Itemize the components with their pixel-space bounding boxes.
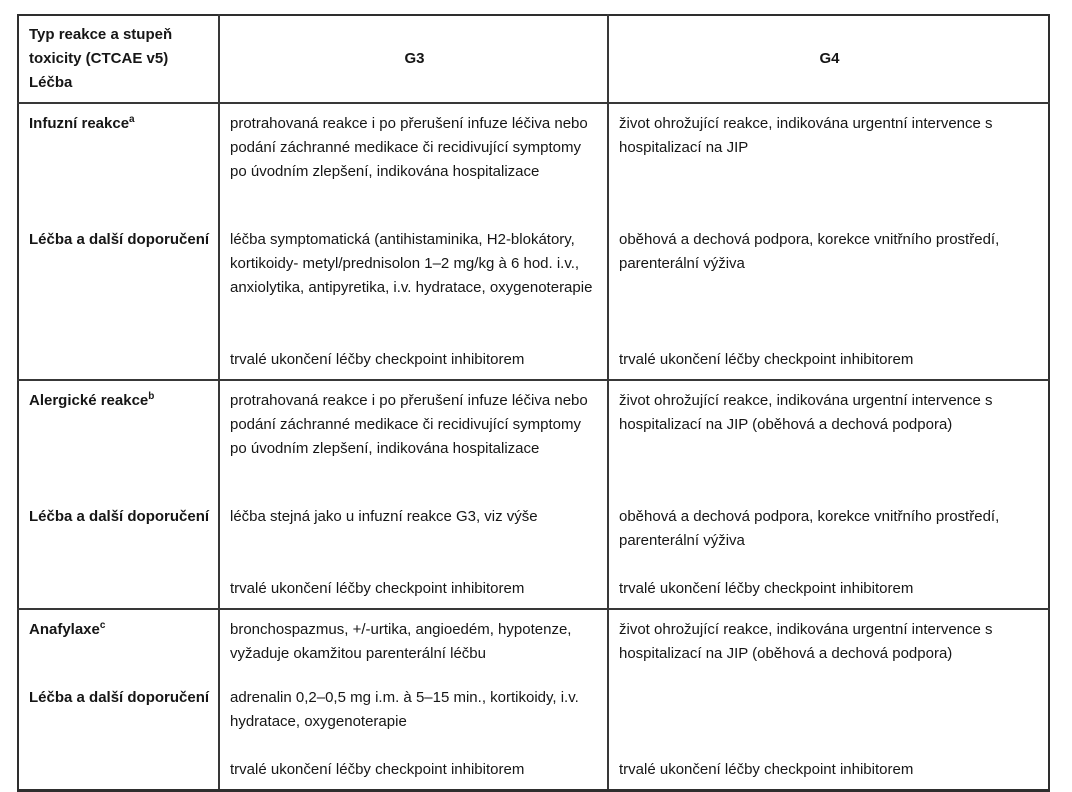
reaction-footnote-sup: a xyxy=(129,114,135,125)
table-header-row xyxy=(18,15,1049,103)
table-row xyxy=(18,565,1049,609)
reaction-footnote-sup: b xyxy=(148,391,155,402)
g4-discontinue-cell xyxy=(608,565,1049,609)
reaction-name xyxy=(29,389,210,413)
g4-discontinue: trvalé ukončení léčby checkpoint inhibitorem xyxy=(619,580,914,597)
treatment-label-cell xyxy=(18,493,219,565)
treatment-label: Léčba a další doporučení xyxy=(29,231,210,248)
g3-description-cell xyxy=(219,103,608,216)
g3-discontinue-cell xyxy=(219,565,608,609)
g4-description: život ohrožující reakce, indikována urgentní intervence s hospitalizací na JIP (oběhová a dechová podpora) xyxy=(619,392,993,433)
reaction-name-text: Anafylaxe xyxy=(29,621,100,638)
g3-discontinue-cell xyxy=(219,746,608,791)
g3-treatment-cell xyxy=(219,216,608,336)
g4-treatment: oběhová a dechová podpora, korekce vnitřního prostředí, parenterální výživa xyxy=(619,508,1000,549)
g3-treatment: léčba stejná jako u infuzní reakce G3, viz výše xyxy=(230,508,538,525)
g3-treatment: adrenalin 0,2–0,5 mg i.m. à 5–15 min., kortikoidy, i.v. hydratace, oxygenoterapie xyxy=(230,689,579,730)
g3-description-cell xyxy=(219,609,608,674)
reaction-footnote-sup: c xyxy=(99,620,106,631)
table-row xyxy=(18,746,1049,791)
g3-discontinue: trvalé ukončení léčby checkpoint inhibitorem xyxy=(230,761,525,778)
reaction-cell xyxy=(18,103,219,216)
g4-discontinue: trvalé ukončení léčby checkpoint inhibitorem xyxy=(619,351,914,368)
g3-description-cell xyxy=(219,380,608,493)
g4-discontinue-cell xyxy=(608,336,1049,380)
treatment-label: Léčba a další doporučení xyxy=(29,689,210,706)
g3-discontinue: trvalé ukončení léčby checkpoint inhibitorem xyxy=(230,580,525,597)
table-row xyxy=(18,380,1049,493)
g4-description: život ohrožující reakce, indikována urgentní intervence s hospitalizací na JIP xyxy=(619,115,993,156)
reaction-name xyxy=(29,112,210,136)
g3-discontinue: trvalé ukončení léčby checkpoint inhibitorem xyxy=(230,351,525,368)
empty-cell xyxy=(18,336,219,380)
g4-treatment: oběhová a dechová podpora, korekce vnitřního prostředí, parenterální výživa xyxy=(619,231,1000,272)
header-treatment-label: Léčba xyxy=(29,74,73,91)
g4-description: život ohrožující reakce, indikována urgentní intervence s hospitalizací na JIP (oběhová a dechová podpora) xyxy=(619,621,993,662)
empty-cell xyxy=(18,565,219,609)
g4-discontinue-cell xyxy=(608,746,1049,791)
table-row xyxy=(18,493,1049,565)
reaction-name xyxy=(29,618,210,642)
g3-treatment-cell xyxy=(219,674,608,746)
table-row xyxy=(18,609,1049,674)
g3-discontinue-cell xyxy=(219,336,608,380)
reaction-name-text: Infuzní reakce xyxy=(29,115,130,132)
g3-description: bronchospazmus, +/-urtika, angioedém, hypotenze, vyžaduje okamžitou parenterální léčbu xyxy=(230,621,572,662)
reaction-name-text: Alergické reakce xyxy=(29,392,149,409)
g3-description: protrahovaná reakce i po přerušení infuze léčiva nebo podání záchranné medikace či recidivující symptomy po úvodním zlepšení, indikována hospitalizace xyxy=(230,115,588,180)
table-row xyxy=(18,216,1049,336)
table-row xyxy=(18,336,1049,380)
reaction-cell xyxy=(18,609,219,674)
reaction-cell xyxy=(18,380,219,493)
empty-cell xyxy=(18,746,219,791)
g4-treatment-cell xyxy=(608,674,1049,746)
header-g4-cell: G4 xyxy=(608,15,1049,103)
header-type-label: Typ reakce a stupeň toxicity (CTCAE v5) xyxy=(29,26,173,67)
g3-treatment: léčba symptomatická (antihistaminika, H2-blokátory, kortikoidy- metyl/prednisolon 1–2 mg/kg à 6 hod. i.v., anxiolytika, antipyretika, i.v. hydratace, oxygenoterapie xyxy=(230,231,593,296)
g3-treatment-cell xyxy=(219,493,608,565)
g4-description-cell xyxy=(608,609,1049,674)
g4-description-cell xyxy=(608,380,1049,493)
treatment-label-cell xyxy=(18,674,219,746)
treatment-label-cell xyxy=(18,216,219,336)
table-row xyxy=(18,674,1049,746)
g4-description-cell xyxy=(608,103,1049,216)
g3-description: protrahovaná reakce i po přerušení infuze léčiva nebo podání záchranné medikace či recidivující symptomy po úvodním zlepšení, indikována hospitalizace xyxy=(230,392,588,457)
table-row xyxy=(18,103,1049,216)
treatment-label: Léčba a další doporučení xyxy=(29,508,210,525)
header-g3-cell: G3 xyxy=(219,15,608,103)
toxicity-table xyxy=(17,14,1050,792)
g4-discontinue: trvalé ukončení léčby checkpoint inhibitorem xyxy=(619,761,914,778)
g4-treatment-cell xyxy=(608,493,1049,565)
g4-treatment-cell xyxy=(608,216,1049,336)
header-type-cell xyxy=(18,15,219,103)
